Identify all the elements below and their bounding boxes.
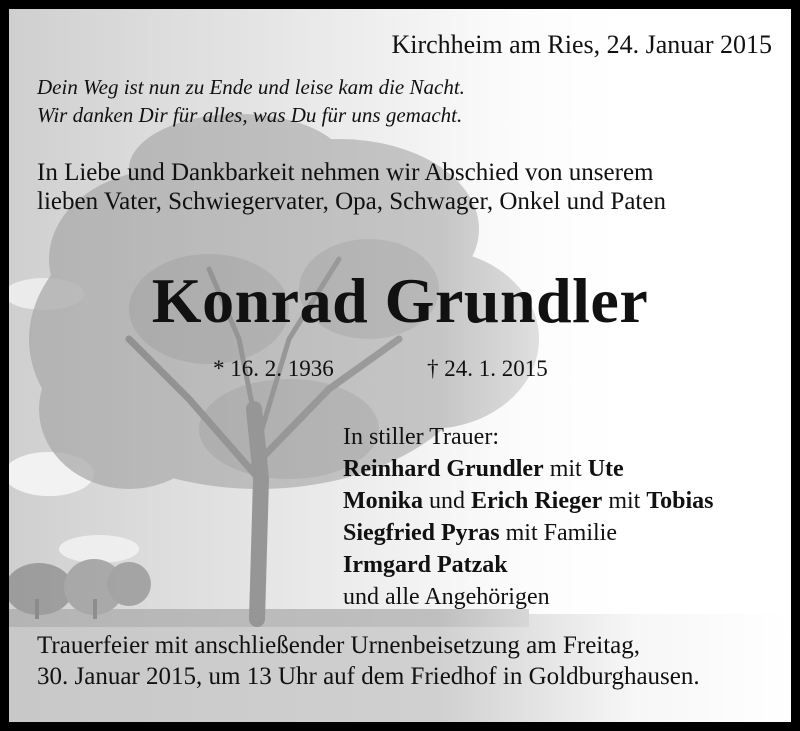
verse-line-2: Wir danken Dir für alles, was Du für uns gemacht. — [37, 103, 463, 127]
mourner-name: Tobias — [646, 488, 714, 514]
mourner-row — [343, 552, 508, 579]
conjunction: mit — [543, 456, 588, 482]
mourner-row — [343, 520, 617, 547]
mourner-name: Erich Rieger — [471, 488, 603, 514]
mourner-name: Siegfried Pyras — [343, 520, 500, 546]
mourners-closing: und alle Angehörigen — [343, 584, 550, 610]
deceased-name: Konrad Grundler — [151, 265, 649, 336]
mourner-suffix: mit Familie — [499, 520, 617, 546]
conjunction: mit — [602, 488, 647, 514]
intro-line-2: lieben Vater, Schwiegervater, Opa, Schwager, Onkel und Paten — [37, 188, 666, 215]
mourner-row — [343, 456, 624, 483]
birth-date: * 16. 2. 1936 — [213, 356, 334, 381]
mourner-name: Irmgard Patzak — [343, 552, 508, 578]
mourner-name: Monika — [343, 488, 424, 514]
mourner-name: Reinhard Grundler — [343, 456, 544, 482]
mourner-name: Ute — [587, 456, 624, 482]
verse-line-1: Dein Weg ist nun zu Ende und leise kam die Nacht. — [37, 75, 465, 99]
funeral-line-1: Trauerfeier mit anschließender Urnenbeisetzung am Freitag, — [37, 632, 641, 659]
funeral-line-2: 30. Januar 2015, um 13 Uhr auf dem Friedhof in Goldburghausen. — [37, 663, 700, 690]
place-date: Kirchheim am Ries, 24. Januar 2015 — [391, 30, 772, 59]
intro-line-1: In Liebe und Dankbarkeit nehmen wir Abschied von unserem — [37, 159, 654, 186]
mourner-row — [343, 488, 714, 515]
death-date: † 24. 1. 2015 — [427, 356, 548, 381]
conjunction: und — [423, 488, 472, 514]
mourners-heading: In stiller Trauer: — [343, 424, 499, 450]
